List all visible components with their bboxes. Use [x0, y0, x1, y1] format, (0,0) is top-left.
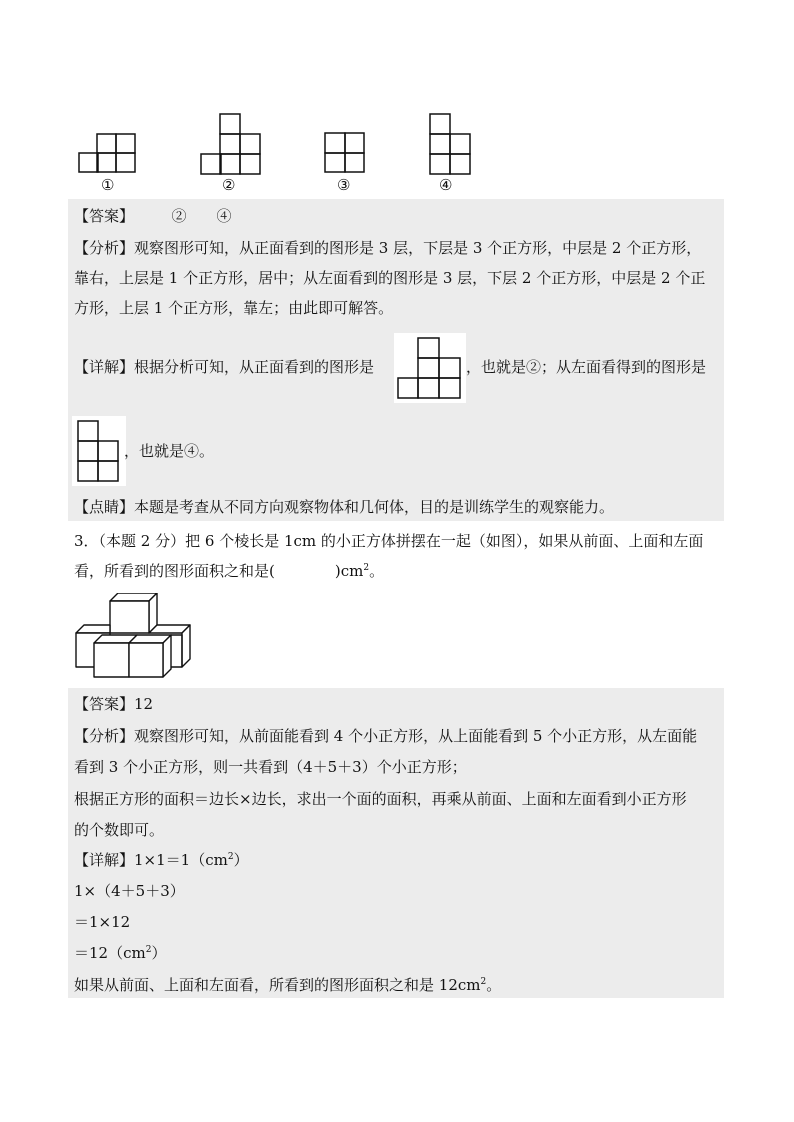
q3-conclusion: [74, 975, 501, 995]
q3-conclusion-end: 。: [486, 976, 502, 994]
q3-detail-line-1: [74, 850, 249, 870]
q3-conclusion-exponent: 2: [480, 977, 487, 987]
q2-analysis-line-2: 靠右，上层是 1 个正方形，居中；从左面看到的图形是 3 层，下层 2 个正方形，中层是 2 个正: [74, 269, 706, 287]
q3-question-line-1: 3．（本题 2 分）把 6 个棱长是 1cm 的小正方体拼摆在一起（如图），如果从前面、上面和左面: [74, 532, 704, 550]
q3-calc-3-text: ＝12（cm: [74, 944, 146, 962]
q2-answer: 【答案】 ② ④: [74, 207, 232, 225]
q3-analysis-line-3: 根据正方形的面积＝边长×边长，求出一个面的面积，再乘从前面、上面和左面看到小正方形: [74, 790, 687, 808]
q2-detail-line-1b: ，也就是②；从左面看得到的图形是: [466, 358, 707, 376]
q3-calc-line-1: 1×（4＋5＋3）: [74, 882, 185, 900]
q3-detail-end: ）: [233, 851, 249, 869]
q3-analysis-line-2: 看到 3 个小正方形，则一共看到（4＋5＋3）个小正方形；: [74, 758, 467, 776]
q3-question-end: 。: [369, 562, 385, 580]
q2-detail-line-2: ，也就是④。: [124, 442, 215, 460]
q3-question-exponent: 2: [363, 563, 370, 573]
q3-analysis-line-4: 的个数即可。: [74, 821, 165, 839]
figure-4-label: ④: [439, 176, 453, 194]
q3-detail-text: 【详解】1×1＝1（cm: [74, 851, 228, 869]
q3-conclusion-text: 如果从前面、上面和左面看，所看到的图形面积之和是 12cm: [74, 976, 481, 994]
q3-question-text: 看，所看到的图形面积之和是( )cm: [74, 562, 364, 580]
q3-calc-line-3: [74, 943, 166, 963]
figure-1: [78, 133, 138, 175]
front-view-figure: [394, 333, 466, 403]
q3-analysis-line-1: 【分析】观察图形可知，从前面能看到 4 个小正方形，从上面能看到 5 个小正方形，从左面能: [74, 727, 698, 745]
q2-detail-line-1a: 【详解】根据分析可知，从正面看到的图形是: [74, 358, 375, 376]
figure-2-label: ②: [222, 176, 236, 194]
q3-answer: 【答案】12: [74, 695, 154, 713]
q2-analysis-line-1: 【分析】观察图形可知，从正面看到的图形是 3 层，下层是 3 个正方形，中层是 2 个正方形，: [74, 239, 702, 257]
q3-calc-3-exponent: 2: [145, 945, 152, 955]
figure-3: [324, 132, 366, 174]
q3-question-line-2: [74, 561, 384, 581]
figure-1-label: ①: [101, 176, 115, 194]
figure-2: [200, 113, 262, 175]
cubes-figure: [74, 593, 194, 681]
q2-analysis-line-3: 方形，上层 1 个正方形，靠左；由此即可解答。: [74, 299, 394, 317]
q2-comment: 【点睛】本题是考查从不同方向观察物体和几何体，目的是训练学生的观察能力。: [74, 498, 615, 516]
q3-calc-3-end: ）: [151, 944, 167, 962]
q3-calc-line-2: ＝1×12: [74, 913, 131, 931]
figure-3-label: ③: [337, 176, 351, 194]
figure-4: [429, 113, 471, 175]
q3-detail-exponent: 2: [227, 852, 234, 862]
left-view-figure: [72, 416, 126, 486]
